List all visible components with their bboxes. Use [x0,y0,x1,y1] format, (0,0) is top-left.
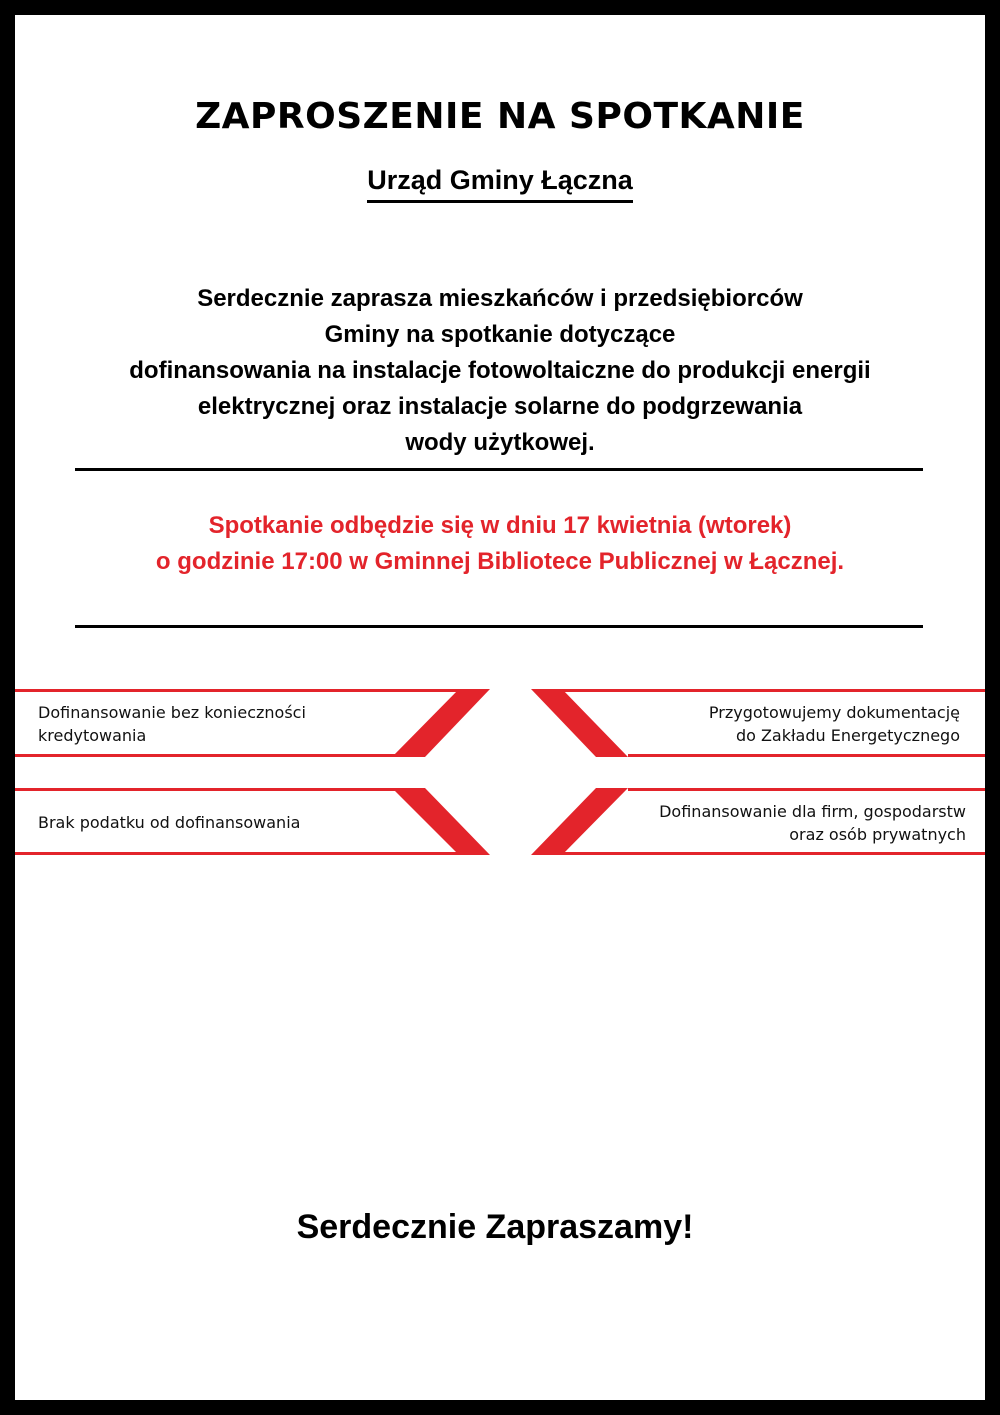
intro-line: dofinansowania na instalacje fotowoltaiczne do produkcji energii [129,357,871,384]
closing-text: Serdecznie Zapraszamy! [296,1208,694,1246]
feature-eligibility: Dofinansowanie dla firm, gospodarstw oraz osób prywatnych [659,802,966,844]
meeting-line: Spotkanie odbędzie się w dniu 17 kwietnia (wtorek) [208,512,792,539]
intro-line: elektrycznej oraz instalacje solarne do podgrzewania [197,393,803,420]
intro-line: wody użytkowej. [405,429,595,456]
feature-no-credit: Dofinansowanie bez konieczności kredytowania [38,703,306,745]
page-title: ZAPROSZENIE NA SPOTKANIE [195,96,805,137]
intro-line: Serdecznie zaprasza mieszkańców i przedsiębiorców [197,285,803,312]
page-subtitle: Urząd Gminy Łączna [367,165,633,203]
meeting-line: o godzinie 17:00 w Gminnej Bibliotece Publicznej w Łącznej. [155,548,845,575]
feature-no-tax: Brak podatku od dofinansowania [38,813,301,832]
intro-line: Gminy na spotkanie dotyczące [324,321,676,348]
feature-documentation: Przygotowujemy dokumentację do Zakładu Energetycznego [708,703,960,745]
